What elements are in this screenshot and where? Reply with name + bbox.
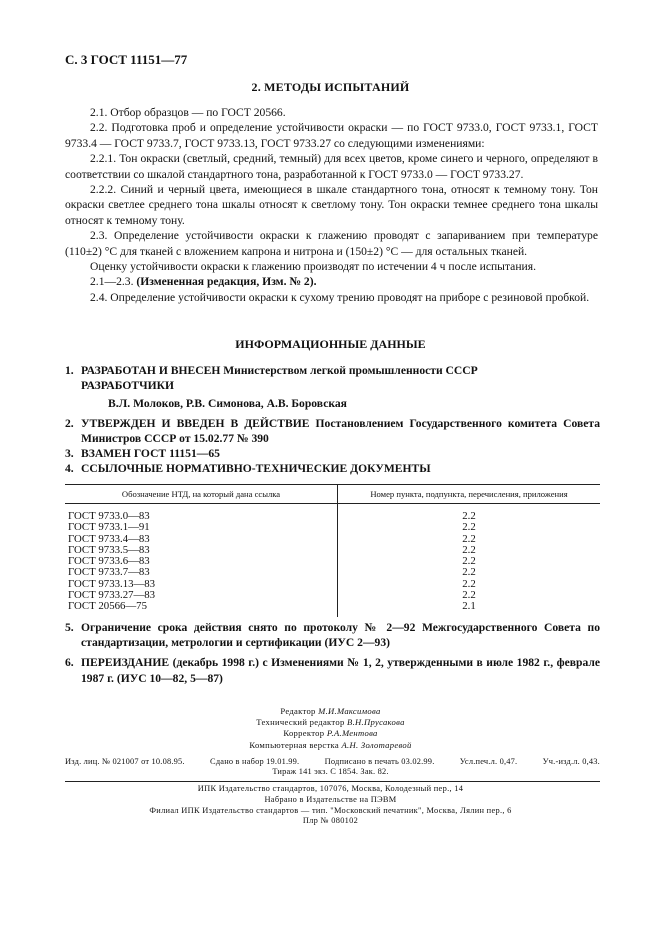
editor-line [0, 706, 661, 717]
table-cell: ГОСТ 9733.7—83 [65, 567, 338, 578]
publication-row [65, 756, 600, 767]
section-title: 2. МЕТОДЫ ИСПЫТАНИЙ [251, 80, 410, 94]
table-cell: ГОСТ 9733.1—91 [65, 522, 338, 533]
tech-editor-name: В.Н.Прусакова [347, 717, 405, 728]
amendment-note: (Измененная редакция, Изм. № 2). [136, 275, 317, 289]
info-item-5: 5. Ограничение срока действия снято по протоколу № 2—92 Межгосударственного Совета по стандартизации, метрологии и сертификации (ИУС 2—93) [65, 621, 600, 650]
print-sheets: Усл.печ.л. 0,47. [459, 757, 518, 766]
editor-label: Редактор [280, 706, 316, 716]
tech-editor-label: Технический редактор [256, 717, 345, 728]
paragraph-2-2-2: 2.2.2. Синий и черный цвета, имеющиеся в шкале стандартного тона, относят к темному тону. Тон окраски светлее среднего тона шкалы относят к светлому тону. Тон окраски темнее среднего тона шкалы относят к темному тону. [65, 183, 598, 227]
references-table-wrap [65, 484, 600, 617]
info-item-3: 3. ВЗАМЕН ГОСТ 11151—65 [65, 447, 220, 461]
table-header-clause: Номер пункта, подпункта, перечисления, приложения [338, 485, 601, 504]
tech-editor-line [0, 717, 661, 728]
info-item-5-text: Ограничение срока действия снято по протоколу № 2—92 Межгосударственного Совета по стандартизации, метрологии и сертификации (ИУС 2—93) [81, 621, 600, 650]
table-cell: 2.2 [462, 566, 476, 579]
table-cell: 2.1 [462, 600, 476, 613]
page-header: С. 3 ГОСТ 11151—77 [65, 52, 188, 67]
paragraph-2-4: 2.4. Определение устойчивости окраски к сухому трению проводят на приборе с резиновой пробкой. [90, 290, 590, 304]
paragraph-2-2-1: 2.2.1. Тон окраски (светлый, средний, темный) для всех цветов, кроме синего и черного, определяют в соответствии со шкалой стандартного тона, разработанной к ГОСТ 9733.0 — ГОСТ 9733.27. [65, 152, 598, 181]
table-cell: ГОСТ 9733.27—83 [65, 590, 338, 601]
info-item-4: 4. ССЫЛОЧНЫЕ НОРМАТИВНО-ТЕХНИЧЕСКИЕ ДОКУМЕНТЫ [65, 462, 431, 476]
table-row [65, 522, 600, 533]
typeset-date: Сдано в набор 19.01.99. [210, 757, 300, 766]
table-cell: 2.2 [462, 521, 476, 534]
table-cell: ГОСТ 9733.13—83 [65, 579, 338, 590]
info-block-2 [65, 620, 600, 686]
license: Изд. лиц. № 021007 от 10.08.95. [65, 757, 185, 766]
print-run: Тираж 141 экз. С 1854. Зак. 82. [272, 767, 389, 776]
signed-date: Подписано в печать 03.02.99. [324, 757, 435, 766]
imprint-line: Филиал ИПК Издательство стандартов — тип. "Московский печатник", Москва, Лялин пер., 6 [149, 805, 512, 815]
table-cell: 2.2 [462, 510, 476, 522]
table-cell: 2.2 [462, 532, 476, 545]
layout-line [0, 740, 661, 751]
paragraph-2-2: 2.2. Подготовка проб и определение устойчивости окраски — по ГОСТ 9733.0, ГОСТ 9733.1, ГОСТ 9733.4 — ГОСТ 9733.7, ГОСТ 9733.13, ГОСТ 9733.27 со следующими изменениями: [65, 121, 598, 150]
table-cell: ГОСТ 9733.6—83 [65, 556, 338, 567]
table-row [65, 504, 600, 523]
info-item-4-text: ССЫЛОЧНЫЕ НОРМАТИВНО-ТЕХНИЧЕСКИЕ ДОКУМЕНТЫ [81, 462, 431, 476]
info-block [65, 363, 600, 476]
table-header-designation: Обозначение НТД, на который дана ссылка [65, 485, 338, 504]
pub-sheets: Уч.-изд.л. 0,43. [542, 757, 600, 766]
info-item-1-text: РАЗРАБОТАН И ВНЕСЕН Министерством легкой промышленности СССР [81, 364, 478, 377]
corrector-line [0, 728, 661, 739]
info-item-2-text: УТВЕРЖДЕН И ВВЕДЕН В ДЕЙСТВИЕ Постановлением Государственного комитета Совета Министров СССР от 15.02.77 № 390 [81, 416, 600, 445]
section-body [65, 105, 598, 305]
corrector-name: Р.А.Ментова [326, 728, 378, 739]
imprint [0, 784, 661, 827]
info-item-2: 2. УТВЕРЖДЕН И ВВЕДЕН В ДЕЙСТВИЕ Постановлением Государственного комитета Совета Министров СССР от 15.02.77 № 390 [65, 416, 600, 445]
staff-credits [0, 706, 661, 751]
info-item-3-text: ВЗАМЕН ГОСТ 11151—65 [81, 447, 220, 461]
info-item-1: 1. РАЗРАБОТАН И ВНЕСЕН Министерством легкой промышленности СССР [65, 364, 478, 377]
table-cell: ГОСТ 9733.0—83 [65, 504, 338, 523]
layout-name: А.Н. Золотаревой [341, 739, 412, 750]
paragraph-2-3-note: Оценку устойчивости окраски к глажению производят по истечении 4 ч после испытания. [90, 260, 536, 274]
imprint-line: ИПК Издательство стандартов, 107076, Москва, Колодезный пер., 14 [197, 784, 464, 793]
table-cell: ГОСТ 9733.5—83 [65, 545, 338, 556]
paragraph-amendment [65, 274, 598, 289]
table-cell: ГОСТ 9733.4—83 [65, 534, 338, 545]
divider [65, 781, 600, 782]
amendment-range: 2.1—2.3. [90, 275, 134, 289]
info-item-6: 6. ПЕРЕИЗДАНИЕ (декабрь 1998 г.) с Изменениями № 1, 2, утвержденными в июле 1982 г., феврале 1987 г. (ИУС 10—82, 5—87) [65, 656, 600, 685]
references-table [65, 484, 600, 617]
table-cell: 2.2 [462, 577, 476, 590]
authors: В.Л. Молоков, Р.В. Симонова, А.В. Боровская [108, 397, 347, 411]
info-title: ИНФОРМАЦИОННЫЕ ДАННЫЕ [235, 337, 426, 351]
corrector-label: Корректор [283, 728, 325, 739]
table-cell: 2.2 [462, 589, 476, 602]
table-cell: ГОСТ 20566—75 [65, 601, 338, 616]
table-row [65, 601, 600, 616]
editor-name: М.И.Максимова [318, 706, 381, 716]
imprint-line: Плр № 080102 [302, 816, 359, 826]
imprint-line: Набрано в Издательстве на ПЭВМ [264, 794, 397, 804]
table-cell: 2.2 [462, 555, 476, 568]
layout-label: Компьютерная верстка [249, 739, 340, 750]
paragraph-2-3: 2.3. Определение устойчивости окраски к глажению проводят с запариванием при температуре (110±2) °С для тканей с вложением капрона и нитрона и (150±2) °С — для остальных тканей. [65, 229, 598, 258]
table-cell: 2.2 [462, 543, 476, 556]
paragraph-2-1: 2.1. Отбор образцов — по ГОСТ 20566. [90, 106, 286, 119]
developers-label: РАЗРАБОТЧИКИ [81, 379, 175, 393]
info-item-6-text: ПЕРЕИЗДАНИЕ (декабрь 1998 г.) с Изменениями № 1, 2, утвержденными в июле 1982 г., феврале 1987 г. (ИУС 10—82, 5—87) [81, 656, 600, 685]
